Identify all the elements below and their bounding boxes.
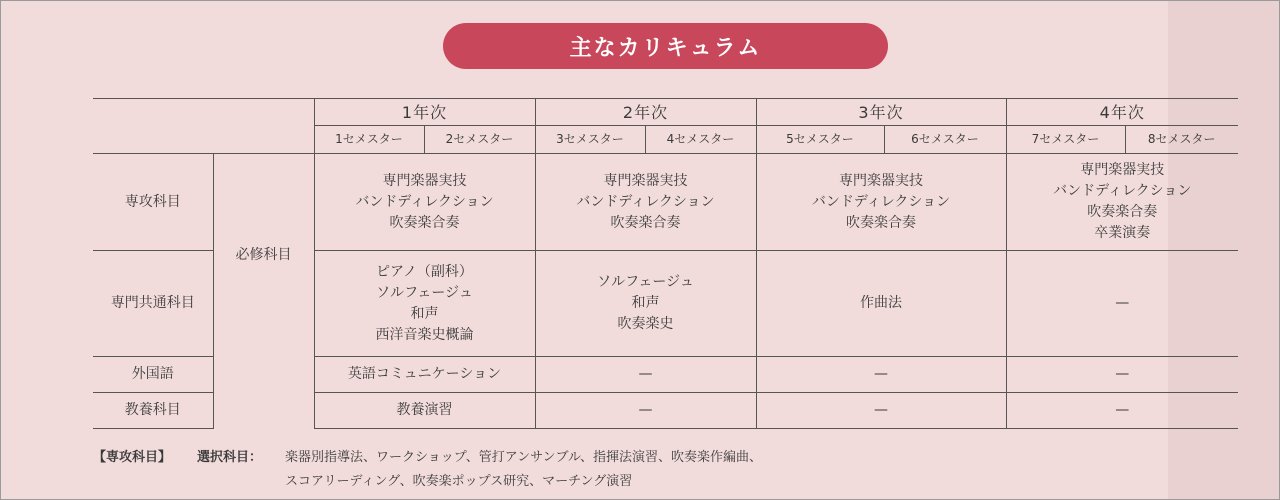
semester-header: 5セメスター <box>756 126 884 154</box>
cell-liberal-year1: 教養演習 <box>314 393 535 429</box>
semester-header: 2セメスター <box>424 126 535 154</box>
cell-common-year1: ピアノ（副科） ソルフェージュ 和声 西洋音楽史概論 <box>314 251 535 357</box>
cell-foreign-year3: — <box>756 357 1006 393</box>
cell-liberal-year4: — <box>1006 393 1238 429</box>
cell-common-year4: — <box>1006 251 1238 357</box>
footnote-selective-label: 選択科目： <box>197 450 263 465</box>
table-row <box>93 357 1238 393</box>
year-header: 3年次 <box>756 99 1006 126</box>
footnote-label: 【専攻科目】 <box>93 450 172 465</box>
required-label: 必修科目 <box>213 154 314 357</box>
footnote-line-2: スコアリーディング、吹奏楽ポップス研究、マーチング演習 <box>285 474 633 489</box>
footnote-indent <box>93 470 285 494</box>
semester-header: 4セメスター <box>645 126 756 154</box>
cell-major-year3: 専門楽器実技 バンドディレクション 吹奏楽合奏 <box>756 154 1006 251</box>
table-row <box>93 154 1238 251</box>
required-spacer <box>213 357 314 429</box>
cell-foreign-year1: 英語コミュニケーション <box>314 357 535 393</box>
year-header-row <box>93 99 1238 126</box>
cell-common-year2: ソルフェージュ 和声 吹奏楽史 <box>535 251 756 357</box>
cell-major-year4: 専門楽器実技 バンドディレクション 吹奏楽合奏 卒業演奏 <box>1006 154 1238 251</box>
page-title: 主なカリキュラム <box>443 23 888 69</box>
row-label-major: 専攻科目 <box>93 154 213 251</box>
row-label-liberal: 教養科目 <box>93 393 213 429</box>
row-label-foreign: 外国語 <box>93 357 213 393</box>
semester-header: 3セメスター <box>535 126 645 154</box>
year-header: 2年次 <box>535 99 756 126</box>
cell-liberal-year3: — <box>756 393 1006 429</box>
row-label-common: 専門共通科目 <box>93 251 213 357</box>
semester-header: 6セメスター <box>884 126 1006 154</box>
cell-major-year1: 専門楽器実技 バンドディレクション 吹奏楽合奏 <box>314 154 535 251</box>
semester-header: 1セメスター <box>314 126 424 154</box>
cell-foreign-year4: — <box>1006 357 1238 393</box>
semester-header: 8セメスター <box>1125 126 1238 154</box>
cell-foreign-year2: — <box>535 357 756 393</box>
semester-header: 7セメスター <box>1006 126 1125 154</box>
year-header: 1年次 <box>314 99 535 126</box>
curriculum-table <box>93 98 1238 429</box>
cell-liberal-year2: — <box>535 393 756 429</box>
cell-major-year2: 専門楽器実技 バンドディレクション 吹奏楽合奏 <box>535 154 756 251</box>
year-header: 4年次 <box>1006 99 1238 126</box>
elective-footnote <box>93 446 762 494</box>
cell-common-year3: 作曲法 <box>756 251 1006 357</box>
header-corner <box>93 99 314 154</box>
footnote-line-1: 楽器別指導法、ワークショップ、管打アンサンブル、指揮法演習、吹奏楽作編曲、 <box>285 450 762 465</box>
